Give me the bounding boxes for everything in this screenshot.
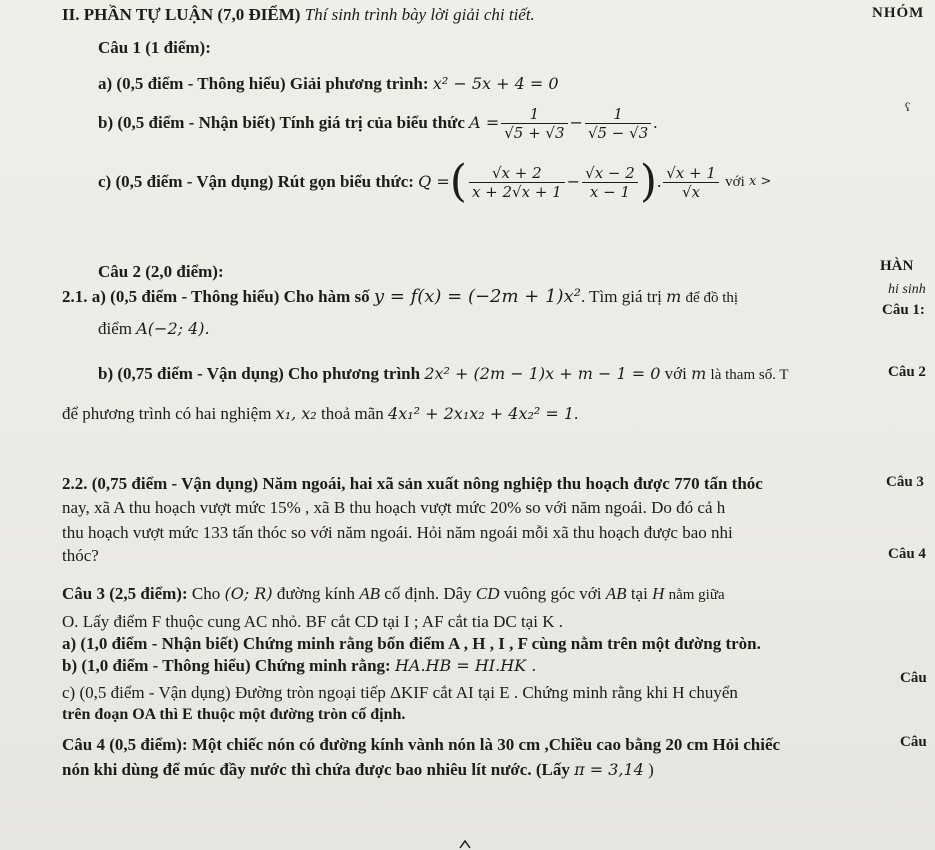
margin-cau-a: Câu (900, 670, 927, 686)
q1-part-a (98, 74, 559, 94)
right-cut-label: NHÓM (872, 5, 925, 21)
q4-pi-expression: π = 3,14 (574, 760, 644, 779)
q1b-f1-numerator: 1 (501, 105, 567, 124)
q3-part-c-line1: c) (0,5 điểm - Vận dụng) Đường tròn ngoại tiếp ΔKIF cắt AI tại E . Chứng minh rằng khi H chuyển (62, 683, 738, 702)
q2-part-1b (98, 364, 789, 385)
q1c-f1-denominator: x + 2√x + 1 (471, 182, 562, 201)
q2-part-2-line1 (62, 474, 763, 494)
q2-1a-expression: y = f(x) = (−2m + 1)x² (373, 286, 581, 307)
q1b-fraction-2 (585, 105, 651, 142)
q2-2-line2: nay, xã A thu hoạch vượt mức 15% , xã B thu hoạch vượt mức 20% so với năm ngoái. Do đó cả h (62, 498, 726, 517)
margin-hi-sinh: hi sinh (888, 282, 926, 297)
q1b-f2-denominator: √5 − √3 (587, 123, 649, 142)
q1b-period: . (653, 113, 658, 132)
q2-1a-text: 2.1. a) (0,5 điểm - Thông hiểu) Cho hàm số (62, 287, 370, 306)
q3-b-expression: HA.HB = HI.HK . (394, 656, 537, 675)
q4-line1 (62, 735, 780, 755)
q4-close-paren: ) (648, 760, 654, 779)
margin-cau-2: Câu 2 (888, 364, 926, 380)
q2-1b-condition: thoả mãn (320, 404, 384, 423)
q2-1a-tail2: để đồ thị (685, 290, 739, 306)
margin-cau-3: Câu 3 (886, 474, 924, 490)
q1b-f1-denominator: √5 + √3 (504, 123, 565, 142)
instruction-text: Thí sinh trình bày lời giải chi tiết. (304, 5, 535, 24)
q1c-lhs: Q = (418, 172, 450, 191)
q1c-condition-word: với (725, 174, 745, 190)
q1a-expression: x² − 5x + 4 = 0 (432, 74, 559, 93)
q3-l1-e: tại (630, 584, 648, 603)
q3-l1-f: nằm giữa (668, 587, 725, 603)
q4-line2-text: nón khi dùng để múc đầy nước thì chứa được bao nhiêu lít nước. (Lấy (62, 760, 570, 779)
q3-h: H (652, 584, 665, 603)
q2-1a-point: A(−2; 4). (136, 319, 210, 338)
q2-1a-tail: . Tìm giá trị (580, 287, 662, 306)
q2-1a-cont-text: điểm (98, 319, 132, 338)
q2-2-line1: 2.2. (0,75 điểm - Vận dụng) Năm ngoái, hai xã sản xuất nông nghiệp thu hoạch được 770 tấn thóc (62, 474, 763, 493)
q1c-condition-expr: x > (749, 174, 772, 189)
section-header (62, 5, 535, 25)
q2-1b-text: b) (0,75 điểm - Vận dụng) Cho phương trình (98, 364, 421, 383)
q2-part-1a-cont (98, 319, 210, 339)
q2-1b-with: với (664, 364, 687, 383)
q2-2-line3: thu hoạch vượt mức 133 tấn thóc so với năm ngoái. Hỏi năm ngoái mỗi xã thu hoạch được bao nhi (62, 523, 733, 542)
margin-han: HÀN (880, 258, 914, 274)
section-title: II. PHẦN TỰ LUẬN (7,0 ĐIỂM) (62, 5, 301, 24)
q2-title: Câu 2 (2,0 điểm): (98, 262, 224, 281)
q2-1b-roots: x₁, x₂ (275, 404, 317, 423)
q1-part-b (98, 96, 658, 150)
q3-ab2: AB (605, 584, 627, 603)
q4-title: Câu 4 (0,5 điểm): (62, 735, 188, 754)
q1b-f2-numerator: 1 (585, 105, 651, 124)
q3-ab: AB (359, 584, 381, 603)
q1c-f1-numerator: √x + 2 (469, 164, 565, 183)
q3-l1-c: cố định. Dây (384, 584, 472, 603)
q2-part-1b-cont (62, 404, 578, 424)
page-caret-icon (458, 836, 472, 850)
q1b-lhs: A = (469, 113, 500, 132)
q1b-minus: − (569, 113, 583, 132)
q2-1b-period: . (574, 404, 579, 423)
q1c-f2-denominator: x − 1 (589, 182, 631, 201)
q2-1b-expression: 2x² + (2m − 1)x + m − 1 = 0 (424, 364, 661, 383)
q1c-f3-denominator: √x (682, 182, 701, 201)
q2-2-line4: thóc? (62, 546, 99, 565)
q1b-text: b) (0,5 điểm - Nhận biết) Tính giá trị của biểu thức (98, 113, 465, 132)
q1-title: Câu 1 (1 điểm): (98, 38, 211, 57)
q3-line2: O. Lấy điểm F thuộc cung AC nhỏ. BF cắt CD tại I ; AF cắt tia DC tại K . (62, 612, 563, 631)
q3-cd: CD (475, 584, 500, 603)
q2-part-1a (62, 287, 738, 308)
q1c-fraction-2 (582, 164, 638, 201)
q2-1b-equation: 4x₁² + 2x₁x₂ + 4x₂² = 1 (388, 404, 575, 423)
q2-1b-tail: là tham số. T (710, 367, 789, 383)
q1-part-c (98, 150, 771, 214)
margin-cau-4: Câu 4 (888, 546, 926, 562)
q4-line1-text: Một chiếc nón có đường kính vành nón là 30 cm ,Chiều cao bằng 20 cm Hỏi chiếc (191, 735, 781, 754)
q1c-paren-close: ) (639, 156, 657, 207)
q1c-text: c) (0,5 điểm - Vận dụng) Rút gọn biểu thức: (98, 172, 414, 191)
margin-cau-1: Câu 1: (882, 302, 925, 318)
q3-title: Câu 3 (2,5 điểm): (62, 584, 188, 603)
q3-l1-b: đường kính (276, 584, 356, 603)
margin-mark: ʕ (905, 100, 911, 114)
q1c-f3-numerator: √x + 1 (663, 164, 719, 183)
q1c-f2-numerator: √x − 2 (582, 164, 638, 183)
q1c-dot: . (656, 172, 662, 191)
q3-circle: (O; R) (224, 584, 273, 603)
q3-l1-d: vuông góc với (503, 584, 602, 603)
q1b-fraction-1 (501, 105, 567, 142)
q3-l1-a: Cho (191, 584, 221, 603)
q3-part-a: a) (1,0 điểm - Nhận biết) Chứng minh rằng bốn điểm A , H , I , F cùng nằm trên một đường tròn. (62, 634, 761, 653)
q3-line1 (62, 584, 725, 605)
q1c-minus: − (566, 172, 581, 191)
margin-cau-b: Câu (900, 734, 927, 750)
q3-part-b (62, 656, 536, 676)
q1a-text: a) (0,5 điểm - Thông hiểu) Giải phương trình: (98, 74, 429, 93)
q3-b-text: b) (1,0 điểm - Thông hiểu) Chứng minh rằng: (62, 656, 391, 675)
q4-line2 (62, 760, 654, 780)
q3-part-c-line2: trên đoạn OA thì E thuộc một đường tròn cố định. (62, 706, 406, 723)
q1c-fraction-1 (469, 164, 565, 201)
q2-1a-m: m (666, 287, 682, 306)
q1c-fraction-3 (663, 164, 719, 201)
q2-1b-m: m (691, 364, 707, 383)
q1c-paren-open: ( (449, 156, 467, 207)
q2-1b-cont-text: để phương trình có hai nghiệm (62, 404, 272, 423)
